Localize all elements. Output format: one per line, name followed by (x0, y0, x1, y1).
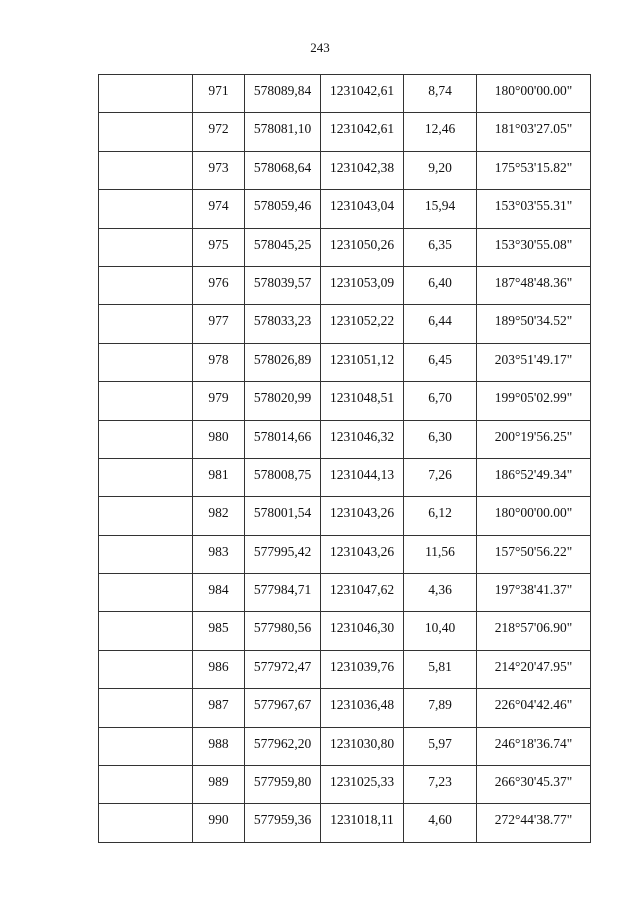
x-coordinate-cell (245, 382, 321, 420)
point-number-cell (193, 689, 245, 727)
y-coordinate-value: 1231051,12 (329, 351, 395, 367)
empty-cell (99, 228, 193, 266)
direction-angle-cell (477, 574, 591, 612)
direction-angle-value: 218°57'06.90" (494, 620, 573, 636)
direction-angle-value: 153°30'55.08" (494, 236, 573, 252)
segment-length-cell (404, 75, 477, 113)
direction-angle-cell (477, 535, 591, 573)
point-number-cell (193, 382, 245, 420)
direction-angle-value: 272°44'38.77" (494, 812, 573, 828)
segment-length-value: 11,56 (425, 543, 455, 559)
y-coordinate-value: 1231046,32 (329, 428, 395, 444)
segment-length-value: 7,89 (428, 697, 452, 713)
table-row (99, 535, 591, 573)
direction-angle-value: 246°18'36.74" (494, 735, 573, 751)
y-coordinate-value: 1231043,04 (329, 198, 395, 214)
segment-length-value: 7,26 (428, 466, 452, 482)
segment-length-value: 6,12 (428, 505, 452, 521)
y-coordinate-cell (321, 228, 404, 266)
y-coordinate-cell (321, 766, 404, 804)
segment-length-cell (404, 766, 477, 804)
y-coordinate-cell (321, 151, 404, 189)
point-number-value: 977 (208, 313, 229, 329)
y-coordinate-cell (321, 650, 404, 688)
segment-length-cell (404, 420, 477, 458)
point-number-cell (193, 804, 245, 842)
point-number-cell (193, 151, 245, 189)
x-coordinate-cell (245, 190, 321, 228)
point-number-value: 985 (208, 620, 229, 636)
x-coordinate-cell (245, 305, 321, 343)
y-coordinate-value: 1231052,22 (329, 313, 395, 329)
segment-length-value: 6,40 (428, 274, 452, 290)
x-coordinate-value: 578081,10 (253, 121, 312, 137)
x-coordinate-value: 577962,20 (253, 735, 312, 751)
y-coordinate-value: 1231050,26 (329, 236, 395, 252)
empty-cell (99, 458, 193, 496)
direction-angle-value: 181°03'27.05" (494, 121, 573, 137)
table-row (99, 420, 591, 458)
table-row (99, 228, 591, 266)
table-row (99, 75, 591, 113)
direction-angle-cell (477, 151, 591, 189)
point-number-value: 981 (208, 466, 229, 482)
x-coordinate-value: 578020,99 (253, 390, 312, 406)
segment-length-cell (404, 305, 477, 343)
x-coordinate-cell (245, 75, 321, 113)
x-coordinate-value: 577995,42 (253, 543, 312, 559)
empty-cell (99, 497, 193, 535)
segment-length-value: 4,60 (428, 812, 452, 828)
point-number-cell (193, 458, 245, 496)
table-row (99, 190, 591, 228)
segment-length-cell (404, 343, 477, 381)
x-coordinate-value: 577972,47 (253, 658, 312, 674)
x-coordinate-cell (245, 650, 321, 688)
coordinates-table-body (99, 75, 591, 843)
coordinates-table (98, 74, 591, 843)
x-coordinate-value: 578039,57 (253, 274, 312, 290)
y-coordinate-cell (321, 497, 404, 535)
segment-length-value: 7,23 (428, 774, 452, 790)
x-coordinate-value: 578068,64 (253, 159, 312, 175)
x-coordinate-cell (245, 727, 321, 765)
direction-angle-cell (477, 497, 591, 535)
empty-cell (99, 727, 193, 765)
y-coordinate-value: 1231046,30 (329, 620, 395, 636)
x-coordinate-value: 578089,84 (253, 83, 312, 98)
segment-length-cell (404, 190, 477, 228)
y-coordinate-value: 1231044,13 (329, 466, 395, 482)
point-number-cell (193, 612, 245, 650)
table-row (99, 612, 591, 650)
table-row (99, 727, 591, 765)
y-coordinate-cell (321, 343, 404, 381)
direction-angle-cell (477, 766, 591, 804)
direction-angle-cell (477, 113, 591, 151)
empty-cell (99, 190, 193, 228)
table-row (99, 151, 591, 189)
direction-angle-value: 197°38'41.37" (494, 582, 573, 598)
segment-length-cell (404, 266, 477, 304)
segment-length-cell (404, 497, 477, 535)
point-number-value: 990 (208, 812, 229, 828)
y-coordinate-cell (321, 75, 404, 113)
y-coordinate-value: 1231042,38 (329, 159, 395, 175)
x-coordinate-value: 578059,46 (253, 198, 312, 214)
y-coordinate-cell (321, 382, 404, 420)
y-coordinate-value: 1231048,51 (329, 390, 395, 406)
empty-cell (99, 266, 193, 304)
segment-length-cell (404, 612, 477, 650)
direction-angle-cell (477, 305, 591, 343)
point-number-value: 987 (208, 697, 229, 713)
segment-length-value: 8,74 (428, 83, 452, 98)
y-coordinate-cell (321, 612, 404, 650)
point-number-cell (193, 266, 245, 304)
table-row (99, 766, 591, 804)
point-number-cell (193, 305, 245, 343)
segment-length-value: 12,46 (424, 121, 456, 137)
y-coordinate-value: 1231053,09 (329, 274, 395, 290)
x-coordinate-cell (245, 574, 321, 612)
direction-angle-value: 214°20'47.95" (494, 658, 573, 674)
direction-angle-cell (477, 228, 591, 266)
x-coordinate-cell (245, 535, 321, 573)
x-coordinate-cell (245, 151, 321, 189)
direction-angle-value: 180°00'00.00" (494, 83, 573, 98)
x-coordinate-value: 577959,36 (253, 812, 312, 828)
table-row (99, 650, 591, 688)
table-row (99, 343, 591, 381)
empty-cell (99, 612, 193, 650)
direction-angle-cell (477, 420, 591, 458)
segment-length-cell (404, 535, 477, 573)
point-number-cell (193, 343, 245, 381)
empty-cell (99, 151, 193, 189)
segment-length-value: 6,30 (428, 428, 452, 444)
y-coordinate-value: 1231047,62 (329, 582, 395, 598)
direction-angle-value: 203°51'49.17" (494, 351, 573, 367)
direction-angle-value: 153°03'55.31" (494, 198, 573, 214)
segment-length-cell (404, 458, 477, 496)
x-coordinate-value: 578026,89 (253, 351, 312, 367)
point-number-value: 971 (208, 83, 229, 98)
x-coordinate-value: 577959,80 (253, 774, 312, 790)
direction-angle-cell (477, 458, 591, 496)
x-coordinate-cell (245, 228, 321, 266)
empty-cell (99, 420, 193, 458)
y-coordinate-cell (321, 305, 404, 343)
empty-cell (99, 75, 193, 113)
segment-length-value: 6,45 (428, 351, 452, 367)
empty-cell (99, 305, 193, 343)
empty-cell (99, 574, 193, 612)
y-coordinate-cell (321, 113, 404, 151)
table-row (99, 113, 591, 151)
empty-cell (99, 113, 193, 151)
direction-angle-value: 189°50'34.52" (494, 313, 573, 329)
y-coordinate-cell (321, 458, 404, 496)
direction-angle-cell (477, 650, 591, 688)
y-coordinate-value: 1231043,26 (329, 505, 395, 521)
x-coordinate-value: 577980,56 (253, 620, 312, 636)
point-number-cell (193, 190, 245, 228)
y-coordinate-cell (321, 190, 404, 228)
empty-cell (99, 343, 193, 381)
direction-angle-cell (477, 343, 591, 381)
segment-length-value: 6,35 (428, 236, 452, 252)
y-coordinate-cell (321, 689, 404, 727)
direction-angle-value: 180°00'00.00" (494, 505, 573, 521)
direction-angle-value: 200°19'56.25" (494, 428, 573, 444)
table-row (99, 804, 591, 842)
direction-angle-value: 186°52'49.34" (494, 466, 573, 482)
y-coordinate-cell (321, 804, 404, 842)
direction-angle-cell (477, 75, 591, 113)
segment-length-value: 5,81 (428, 658, 452, 674)
point-number-cell (193, 228, 245, 266)
point-number-value: 980 (208, 428, 229, 444)
point-number-cell (193, 650, 245, 688)
direction-angle-cell (477, 612, 591, 650)
segment-length-value: 10,40 (424, 620, 456, 636)
x-coordinate-cell (245, 343, 321, 381)
y-coordinate-value: 1231042,61 (329, 121, 395, 137)
empty-cell (99, 650, 193, 688)
segment-length-value: 5,97 (428, 735, 452, 751)
direction-angle-cell (477, 804, 591, 842)
x-coordinate-cell (245, 420, 321, 458)
direction-angle-value: 226°04'42.46" (494, 697, 573, 713)
direction-angle-cell (477, 190, 591, 228)
segment-length-value: 6,70 (428, 390, 452, 406)
point-number-value: 978 (208, 351, 229, 367)
segment-length-cell (404, 650, 477, 688)
x-coordinate-cell (245, 766, 321, 804)
segment-length-value: 15,94 (424, 198, 456, 214)
point-number-value: 974 (208, 198, 229, 214)
segment-length-value: 9,20 (428, 159, 452, 175)
x-coordinate-cell (245, 266, 321, 304)
direction-angle-value: 187°48'48.36" (494, 274, 573, 290)
table-row (99, 574, 591, 612)
table-row (99, 305, 591, 343)
direction-angle-value: 266°30'45.37" (494, 774, 573, 790)
table-row (99, 458, 591, 496)
y-coordinate-cell (321, 266, 404, 304)
y-coordinate-value: 1231036,48 (329, 697, 395, 713)
direction-angle-value: 175°53'15.82" (494, 159, 573, 175)
y-coordinate-cell (321, 420, 404, 458)
table-row (99, 497, 591, 535)
x-coordinate-value: 578008,75 (253, 466, 312, 482)
empty-cell (99, 535, 193, 573)
x-coordinate-cell (245, 689, 321, 727)
point-number-cell (193, 727, 245, 765)
point-number-cell (193, 420, 245, 458)
y-coordinate-value: 1231030,80 (329, 735, 395, 751)
x-coordinate-value: 578033,23 (253, 313, 312, 329)
empty-cell (99, 804, 193, 842)
point-number-value: 988 (208, 735, 229, 751)
segment-length-value: 4,36 (428, 582, 452, 598)
point-number-value: 982 (208, 505, 229, 521)
direction-angle-cell (477, 266, 591, 304)
x-coordinate-cell (245, 497, 321, 535)
point-number-value: 976 (208, 274, 229, 290)
empty-cell (99, 689, 193, 727)
empty-cell (99, 766, 193, 804)
point-number-value: 979 (208, 390, 229, 406)
segment-length-cell (404, 113, 477, 151)
point-number-cell (193, 497, 245, 535)
point-number-cell (193, 766, 245, 804)
x-coordinate-value: 578014,66 (253, 428, 312, 444)
y-coordinate-value: 1231025,33 (329, 774, 395, 790)
x-coordinate-value: 578001,54 (253, 505, 312, 521)
empty-cell (99, 382, 193, 420)
point-number-cell (193, 113, 245, 151)
x-coordinate-cell (245, 113, 321, 151)
direction-angle-value: 199°05'02.99" (494, 390, 573, 406)
x-coordinate-cell (245, 458, 321, 496)
table-row (99, 382, 591, 420)
point-number-value: 989 (208, 774, 229, 790)
point-number-value: 973 (208, 159, 229, 175)
x-coordinate-value: 578045,25 (253, 236, 312, 252)
x-coordinate-value: 577984,71 (253, 582, 312, 598)
y-coordinate-value: 1231042,61 (329, 83, 395, 98)
point-number-value: 983 (208, 543, 229, 559)
segment-length-cell (404, 804, 477, 842)
point-number-cell (193, 535, 245, 573)
direction-angle-cell (477, 727, 591, 765)
point-number-value: 972 (208, 121, 229, 137)
segment-length-cell (404, 382, 477, 420)
direction-angle-value: 157°50'56.22" (494, 543, 573, 559)
y-coordinate-cell (321, 727, 404, 765)
direction-angle-cell (477, 689, 591, 727)
point-number-value: 984 (208, 582, 229, 598)
point-number-value: 975 (208, 236, 229, 252)
y-coordinate-cell (321, 535, 404, 573)
page-number: 243 (310, 40, 330, 55)
segment-length-cell (404, 689, 477, 727)
table-row (99, 266, 591, 304)
y-coordinate-cell (321, 574, 404, 612)
table-row (99, 689, 591, 727)
segment-length-cell (404, 228, 477, 266)
x-coordinate-value: 577967,67 (253, 697, 312, 713)
x-coordinate-cell (245, 804, 321, 842)
segment-length-value: 6,44 (428, 313, 452, 329)
segment-length-cell (404, 574, 477, 612)
y-coordinate-value: 1231043,26 (329, 543, 395, 559)
segment-length-cell (404, 151, 477, 189)
x-coordinate-cell (245, 612, 321, 650)
direction-angle-cell (477, 382, 591, 420)
y-coordinate-value: 1231039,76 (329, 658, 395, 674)
point-number-cell (193, 574, 245, 612)
y-coordinate-value: 1231018,11 (330, 812, 394, 828)
point-number-value: 986 (208, 658, 229, 674)
segment-length-cell (404, 727, 477, 765)
point-number-cell (193, 75, 245, 113)
